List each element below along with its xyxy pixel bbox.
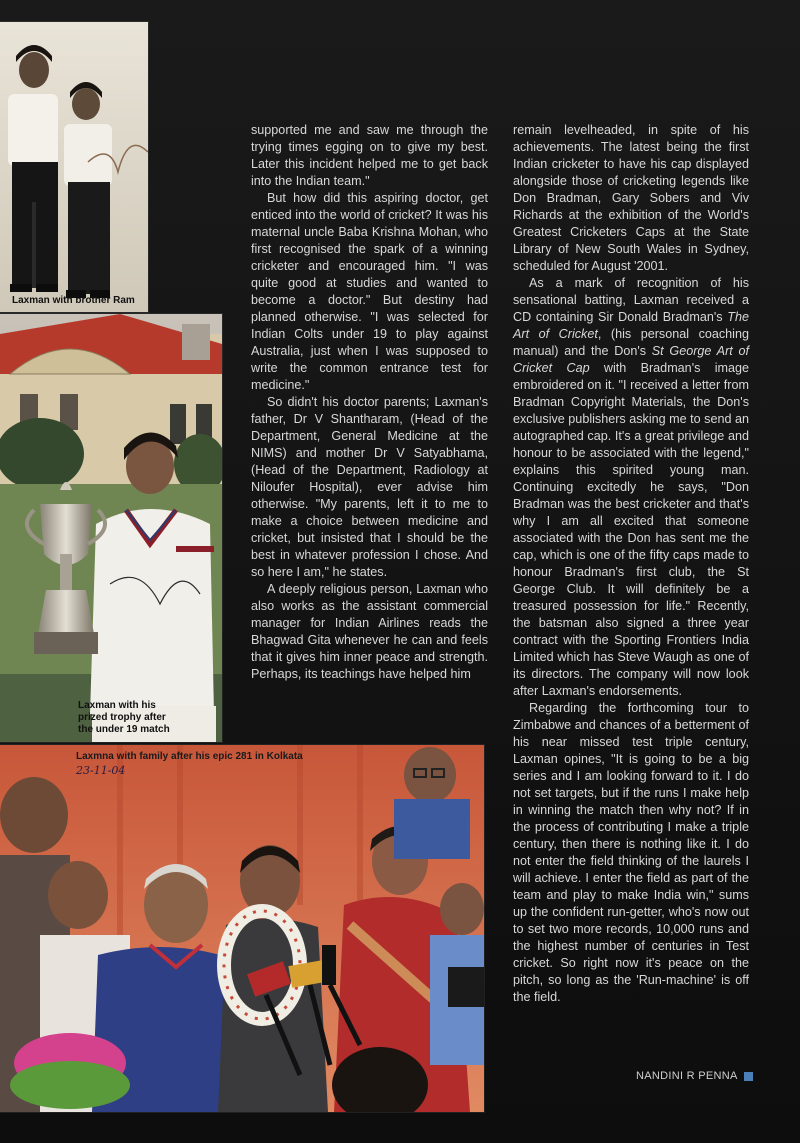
childhood-photo-image (0, 22, 148, 312)
trophy-photo (0, 314, 222, 742)
trophy-caption-line-1: Laxman with his (78, 700, 156, 711)
family-photo-image (0, 745, 484, 1112)
trophy-photo-caption (78, 700, 170, 736)
family-photo-date-note: 23-11-04 (76, 764, 126, 777)
col2-p2-text-a: As a mark of recognition of his sensational batting, Laxman received a CD containing Sir Donald Bradman's (513, 276, 749, 324)
article-column-1 (251, 122, 488, 683)
family-photo-caption: Laxmna with family after his epic 281 in Kolkata (76, 751, 303, 762)
col2-p2-italic-title-1: The Art of Cricket (513, 310, 749, 341)
author-byline (636, 1070, 753, 1082)
col2-p2-text-b: , (his personal coaching manual) and the Don's (513, 327, 749, 358)
col1-paragraph-3: So didn't his doctor parents; Laxman's father, Dr V Shantharam, (Head of the Department, General Medicine at the NIMS) and mother Dr V Satyabhama, (Head of the Department, Radiology at Niloufer Hospital), ever advise him otherwise. "My parents, left it to me to make a choice between medicine and cricket, but insisted that I should be the best in whatever profession I chose. And so here I am," he states. (251, 395, 488, 579)
col2-paragraph-3: Regarding the forthcoming tour to Zimbabwe and chances of a betterment of his near missed test triple century, Laxman opines, "It is going to be a big series and I am looking forward to it. I do not set targets, but if the runs I make help in winning the match then why not? If in the process of contributing I make a triple century, then there is nothing like it. I do not enter the field thinking of the laurels I will achieve. I enter the field as part of the team and play to make India win," sums up the confident run-getter, who's now out to set two more records, 10,000 runs and the highest number of centuries in Test cricket. So right now it's peace on the pitch, so long as the 'Run-machine' is off the field. (513, 701, 749, 1004)
col1-paragraph-1: supported me and saw me through the trying times egging on to give my best. Later this incident helped me to get back into the Indian team." (251, 123, 488, 188)
family-photo (0, 745, 484, 1112)
col2-paragraph-2 (513, 275, 749, 700)
end-mark-square-icon (744, 1072, 753, 1081)
col2-p2-text-c: with Bradman's image embroidered on it. "I received a letter from Bradman Copyright Materials, the Don's exclusive publishers asking me to send an autographed cap. It's a great privilege and honour to be associated with the legend," explains this spirited young man. Continuing excitedly he says, "Don Bradman was the best cricketer and that's why I am all excited that someone associated with the Don has sent me the cap, which is one of the fifty caps made to honour Bradman's first club, the St George Club. It will definitely be a treasured possession for life." Recently, the batsman also signed a three year contract with the Sporting Frontiers India Limited which has Steve Waugh as one of its directors. The company will now look after Laxman's endorsements. (513, 361, 749, 698)
col2-p2-italic-title-2: St George Art of Cricket Cap (513, 344, 749, 375)
col2-paragraph-1: remain levelheaded, in spite of his achievements. The latest being the first Indian cricketer to have his cap displayed alongside those of cricketing legends like Don Bradman, Gary Sobers and Viv Richards at the exhibition of the World's Greatest Cricketers Caps at the State Library of New South Wales in Sydney, scheduled for August '2001. (513, 123, 749, 273)
childhood-photo (0, 22, 148, 312)
childhood-photo-caption: Laxman with brother Ram (12, 295, 135, 306)
trophy-caption-line-3: the under 19 match (78, 724, 170, 735)
trophy-caption-line-2: prized trophy after (78, 712, 166, 723)
author-name: NANDINI R PENNA (636, 1070, 738, 1082)
article-column-2 (513, 122, 749, 1006)
trophy-photo-image (0, 314, 222, 742)
col1-paragraph-2: But how did this aspiring doctor, get enticed into the world of cricket? It was his maternal uncle Baba Krishna Mohan, who first recognised the spark of a winning cricketer and encouraged him. "I was quite good at studies and wanted to become a doctor." But destiny had planned otherwise. "I was selected for Indian Colts under 19 to play against Australia, just when I was supposed to write the common entrance test for medicine." (251, 191, 488, 392)
col1-paragraph-4: A deeply religious person, Laxman who also works as the assistant commercial manager for Indian Airlines reads the Bhagwad Gita whenever he can and feels that it gives him inner peace and strength. Perhaps, its teachings have helped him (251, 582, 488, 681)
